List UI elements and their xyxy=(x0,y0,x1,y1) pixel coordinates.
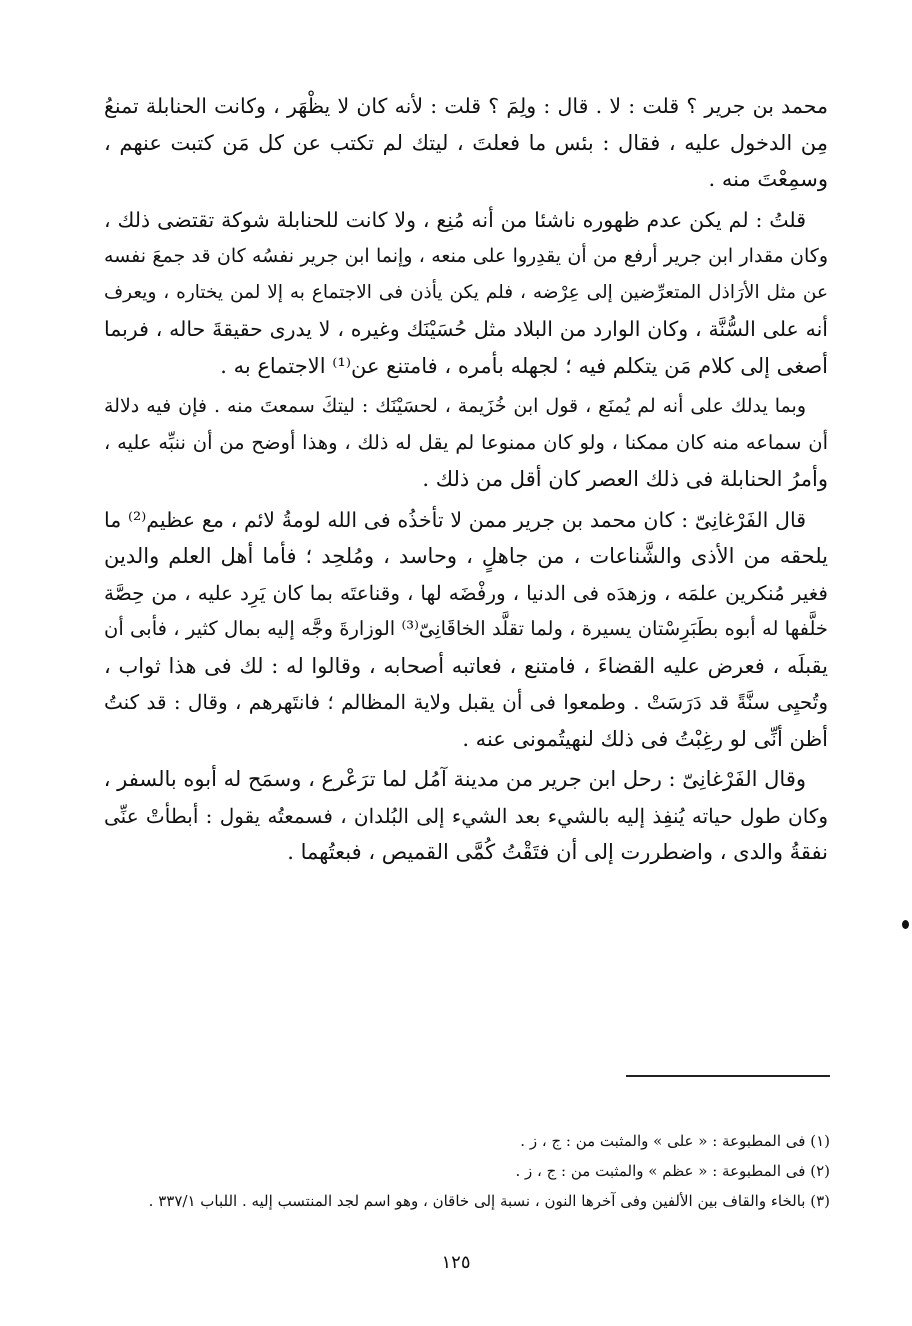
text-line: وكان مقدار ابن جرير أرفع من أن يقدِروا على منعه ، وإنما ابن جرير نفسُه كان قد جمعَ نفسه xyxy=(104,245,828,267)
main-text xyxy=(104,88,828,875)
footnote: (٣) بالخاء والقاف بين الألفين وفى آخرها النون ، نسبة إلى خاقان ، وهو اسم لجد المنتسب إليه . اللباب ٣٣٧/١ . xyxy=(148,1192,830,1210)
footnotes xyxy=(104,1126,830,1216)
paragraph xyxy=(104,502,828,758)
paragraph xyxy=(104,761,828,871)
text-line: أن سماعه منه كان ممكنا ، ولو كان ممنوعا لم يقل له ذلك ، وهذا أوضح من أن ننبِّه عليه ، xyxy=(104,430,828,454)
text-line: يقبلَه ، فعرض عليه القضاءَ ، فامتنع ، فعاتبه أصحابه ، وقالوا له : لك فى هذا ثواب ، xyxy=(104,653,828,678)
paragraph xyxy=(104,388,828,498)
text-line: وقال الفَرْغانِىّ : رحل ابن جرير من مدينة آمُل لما ترَعْرع ، وسمَح له أبوه بالسفر ، xyxy=(103,767,806,791)
text-line: قلتُ : لم يكن عدم ظهوره ناشئا من أنه مُنِع ، ولا كانت للحنابلة شوكة تقتضى ذلك ، xyxy=(104,207,806,232)
text-line: وبما يدلك على أنه لم يُمنَع ، قول ابن خُزَيمة ، لحسَيْنَك : ليتكَ سمعتَ منه . فإن فيه دلالة xyxy=(104,395,806,417)
paragraph xyxy=(104,88,828,198)
text-line: عن مثل الأرَاذل المتعرِّضين إلى عِرْضه ، فلم يكن يأذن فى الاجتماع به إلا لمن يختاره ، ويعرف xyxy=(104,281,828,303)
footnote: (١) فى المطبوعة : « على » والمثبت من : ج ، ز . xyxy=(520,1132,830,1150)
footnote: (٢) فى المطبوعة : « عظم » والمثبت من : ج ، ز . xyxy=(515,1162,830,1180)
text-line: أصغى إلى كلام مَن يتكلم فيه ؛ لجهله بأمره ، فامتنع عن⁽¹⁾ الاجتماع به . xyxy=(220,353,828,378)
text-line: وتُحيِى سنَّةً قد دَرَسَتْ . وطمعوا فى أن يقبل ولاية المظالم ؛ فانتَهرهم ، وقال : قد كنتُ xyxy=(104,690,828,714)
text-line: مِن الدخول عليه ، فقال : بئس ما فعلتَ ، ليتك لم تكتب عن كل مَن كتبت عنهم ، xyxy=(104,130,828,155)
text-line: أنه على السُّنَّة ، وكان الوارد من البلاد مثل حُسَيْنَك وغيره ، لا يدرى حقيقةَ حاله ، فربما xyxy=(104,317,828,341)
text-line: أظن أنِّى لو رغِبْتُ فى ذلك لنهيتُمونى عنه . xyxy=(462,726,828,751)
margin-mark xyxy=(902,920,909,929)
text-line: وسمِعْتَ منه . xyxy=(708,167,828,191)
text-line: وكان طول حياته يُنفِذ إليه بالشيء بعد الشيء إلى البُلدان ، فسمعتُه يقول : أبطأتْ عنِّى xyxy=(104,803,828,828)
text-line: فغير مُنكرين علمَه ، وزهدَه فى الدنيا ، ورفْضَه لها ، وقناعتَه بما كان يَرِد عليه ، من حِصَّة xyxy=(104,580,828,605)
page-number: ١٢٥ xyxy=(441,1252,471,1273)
text-line: نفقةُ والدى ، واضطررت إلى أن فتَقْتُ كُمَّى القميص ، فبعتُهما . xyxy=(287,840,828,864)
paragraph xyxy=(104,202,828,385)
text-line: محمد بن جرير ؟ قلت : لا . قال : ولِمَ ؟ قلت : لأنه كان لا يظْهَر ، وكانت الحنابلة تمنعُ xyxy=(104,94,828,118)
footnote-divider xyxy=(626,1075,830,1077)
text-line: وأمرُ الحنابلة فى ذلك العصر كان أقل من ذلك . xyxy=(422,467,828,491)
text-line: يلحقه من الأذى والشَّناعات ، من جاهلٍ ، وحاسد ، ومُلحِد ؛ فأما أهل العلم والدين xyxy=(104,544,828,568)
text-line: قال الفَرْغانِىّ : كان محمد بن جرير ممن لا تأخذُه فى الله لومةُ لائم ، مع عظيم⁽²⁾ ما xyxy=(104,507,806,532)
text-line: خلَّفها له أبوه بطَبَرِسْتان يسيرة ، ولما تقلَّد الخاقَانِىّ⁽³⁾ الوزارةَ وجَّه إليه بمال كثير ، فأبى أن xyxy=(104,617,828,640)
